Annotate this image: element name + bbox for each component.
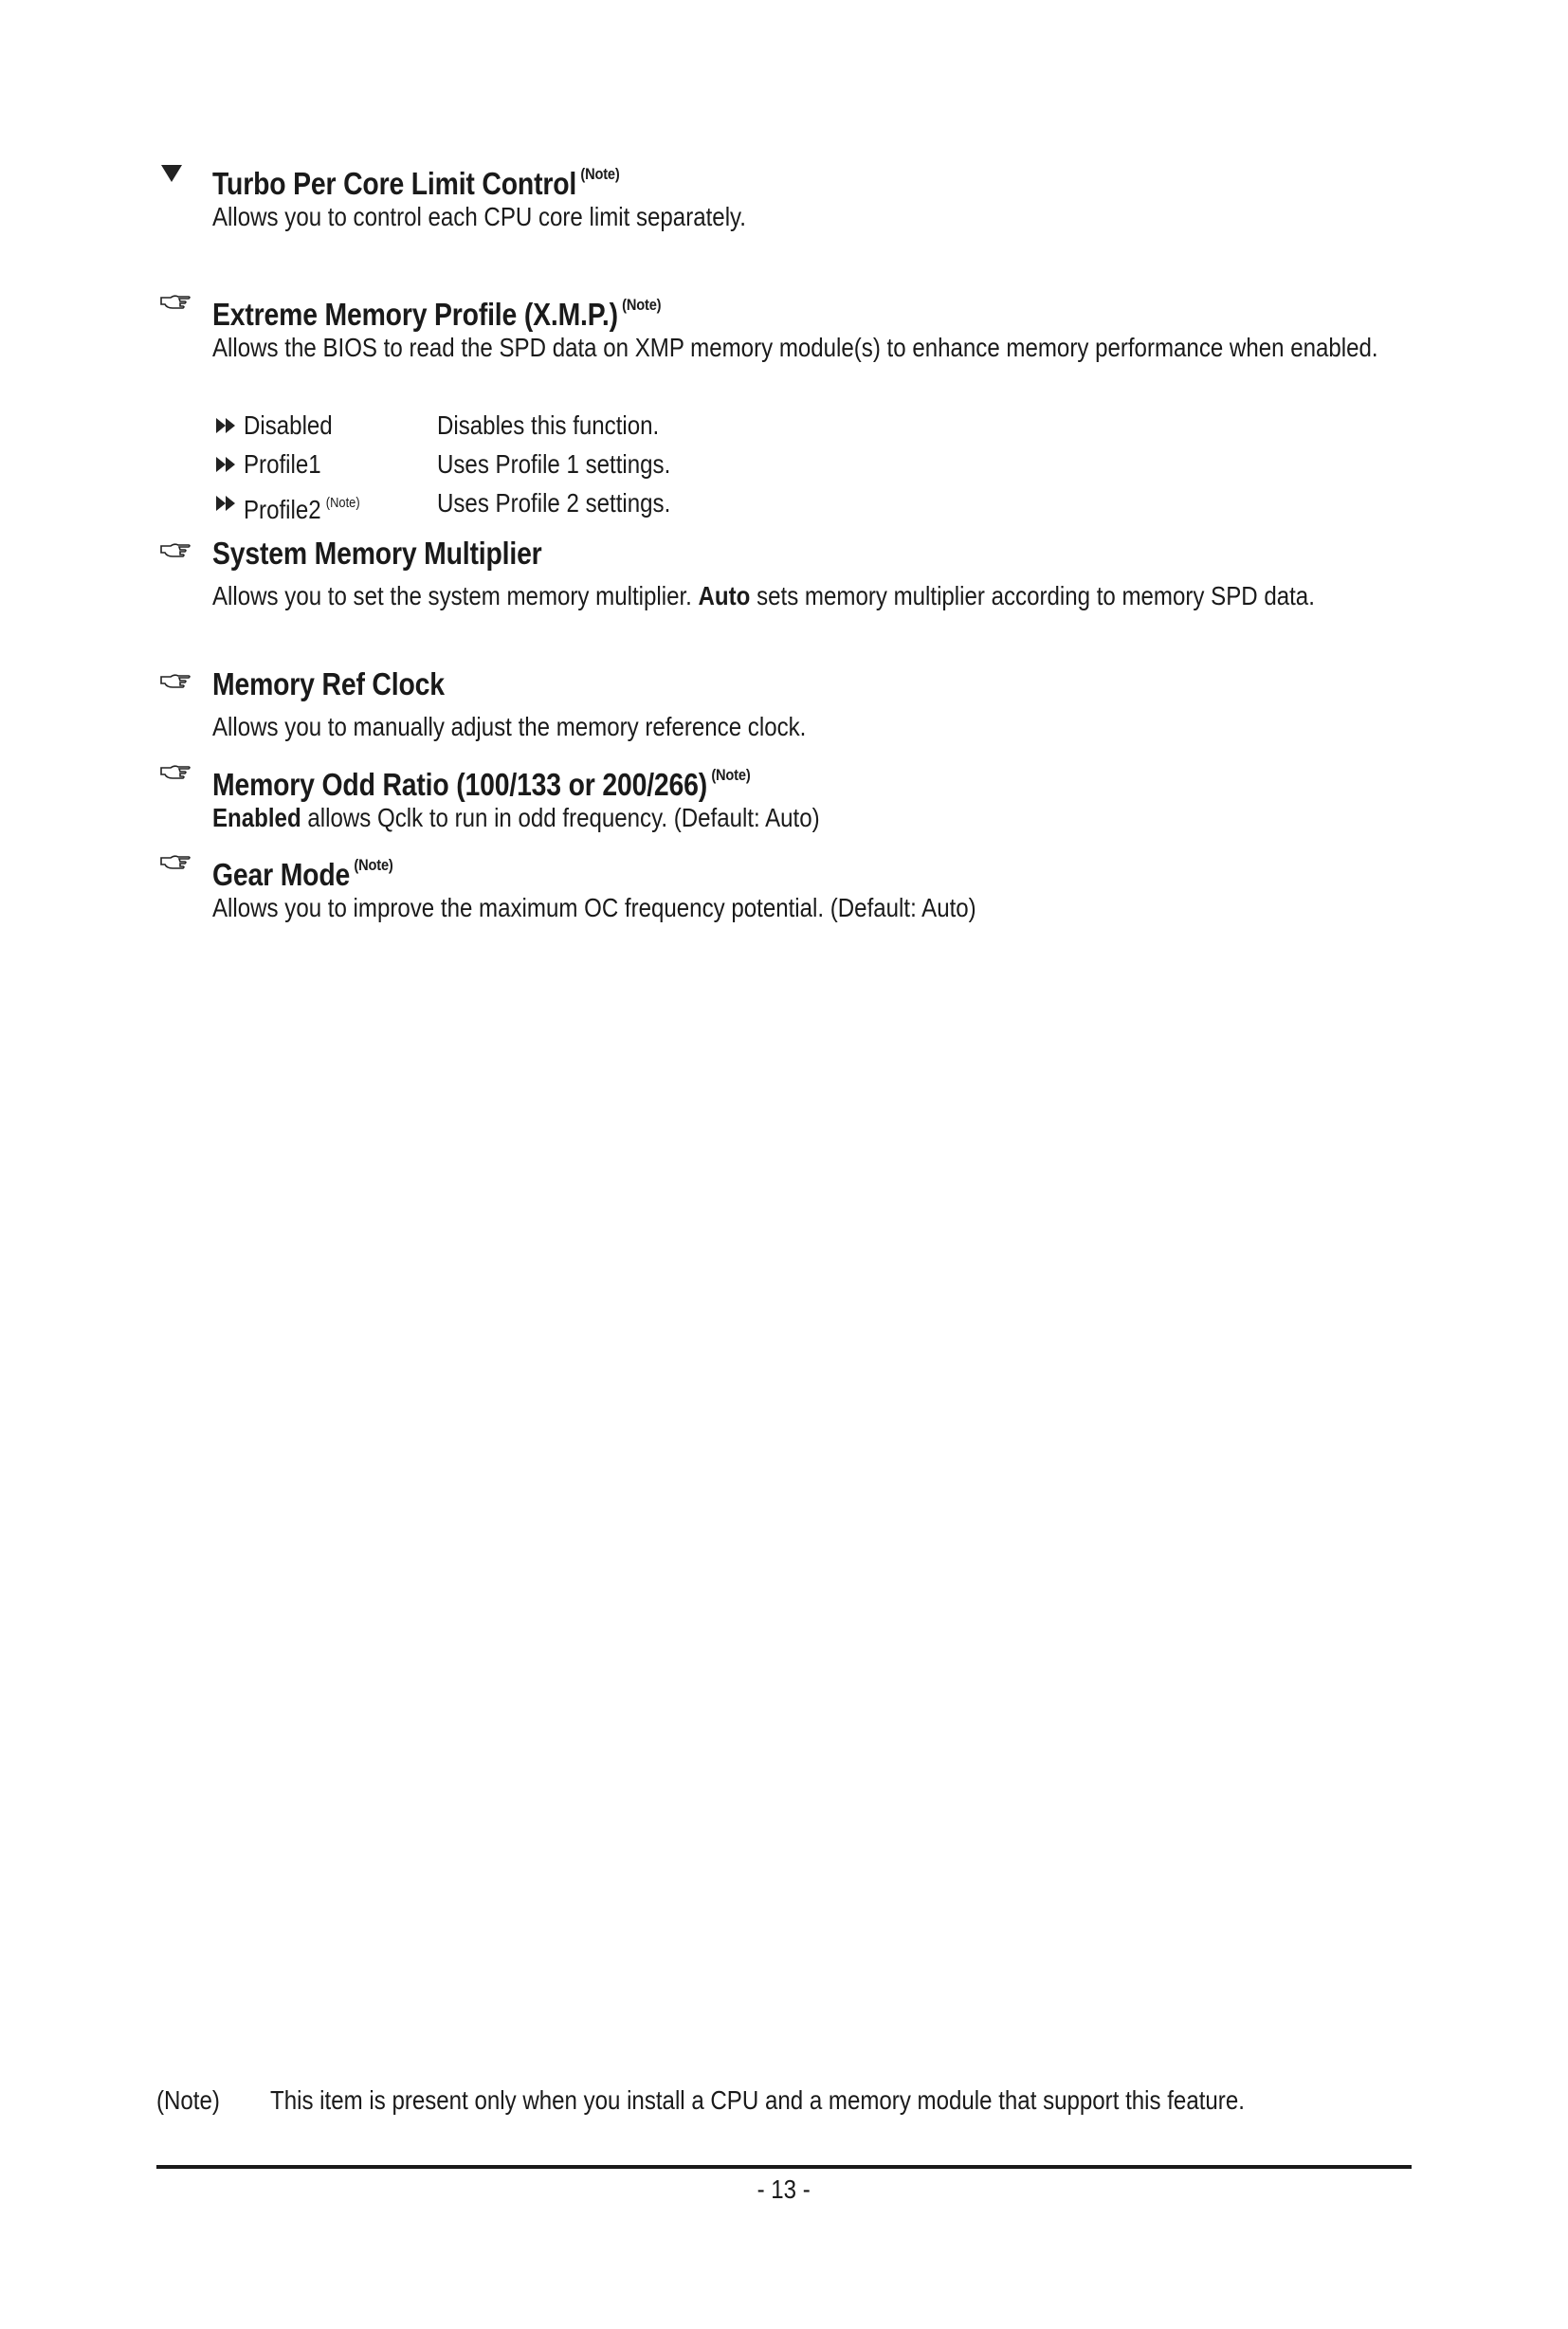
note-marker: (Note) xyxy=(622,296,662,314)
note-marker: (Note) xyxy=(711,766,751,784)
option-description: Disables this function. xyxy=(437,410,660,440)
section-description: Enabled allows Qclk to run in odd frequency. (Default: Auto) xyxy=(212,803,820,832)
section-title: Turbo Per Core Limit Control $^{(Note)}$ xyxy=(212,165,620,201)
bold-keyword: Auto xyxy=(698,581,751,610)
pointing-hand-icon xyxy=(159,292,193,320)
option-description: Uses Profile 2 settings. xyxy=(437,488,671,518)
note-marker: (Note) xyxy=(354,856,393,874)
footnote-text: This item is present only when you install a CPU and a memory module that support this feature. xyxy=(270,2085,1245,2115)
footer-divider xyxy=(156,2165,1412,2169)
section-description: Allows you to control each CPU core limit separately. xyxy=(212,202,746,231)
note-marker: (Note) xyxy=(580,165,620,183)
option-description: Uses Profile 1 settings. xyxy=(437,449,671,479)
option-name: Disabled xyxy=(244,410,333,440)
page-number: - 13 - xyxy=(757,2174,811,2204)
pointing-hand-icon xyxy=(159,852,193,881)
section-title: Memory Odd Ratio (100/133 or 200/266) $^{(Note)}$ xyxy=(212,766,751,802)
section-title: Memory Ref Clock xyxy=(212,666,445,701)
section-description: Allows the BIOS to read the SPD data on XMP memory module(s) to enhance memory performance when enabled. xyxy=(212,333,1378,362)
note-marker: (Note) xyxy=(325,495,360,511)
section-description: Allows you to manually adjust the memory reference clock. xyxy=(212,712,807,741)
bold-keyword: Enabled xyxy=(212,803,301,832)
option-name: Profile2 $^{(Note)}$ xyxy=(244,495,360,524)
pointing-hand-icon xyxy=(159,671,193,700)
pointing-hand-icon xyxy=(159,540,193,569)
section-title: Extreme Memory Profile (X.M.P.) $^{(Note)}$ xyxy=(212,296,662,332)
section-description: Allows you to set the system memory multiplier. Auto sets memory multiplier according to memory SPD data. xyxy=(212,581,1315,610)
footnote-label: (Note) xyxy=(156,2085,220,2115)
section-description: Allows you to improve the maximum OC frequency potential. (Default: Auto) xyxy=(212,893,976,922)
double-arrow-icon xyxy=(216,457,237,472)
option-name: Profile1 xyxy=(244,449,321,479)
double-arrow-icon xyxy=(216,496,237,511)
section-title: Gear Mode $^{(Note)}$ xyxy=(212,856,393,892)
section-title: System Memory Multiplier xyxy=(212,536,542,571)
pointing-hand-icon xyxy=(159,762,193,791)
double-arrow-icon xyxy=(216,418,237,433)
triangle-down-icon xyxy=(159,163,193,191)
